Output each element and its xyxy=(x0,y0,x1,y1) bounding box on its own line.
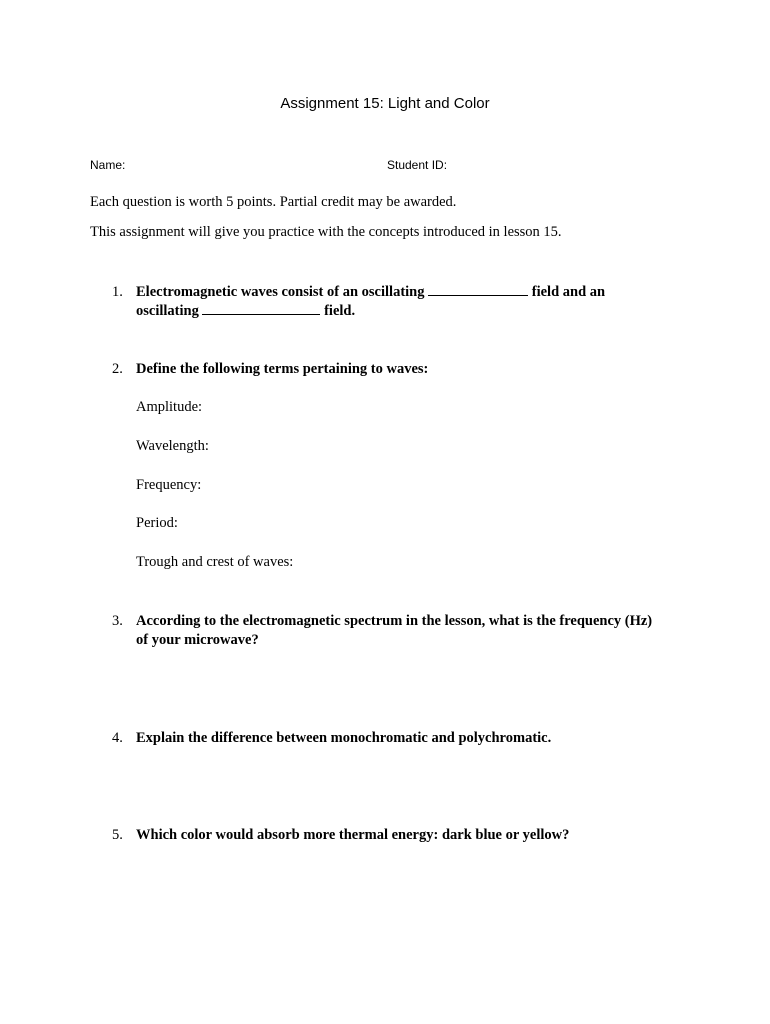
question-text: Explain the difference between monochromatic and polychromatic. xyxy=(136,730,552,746)
term-frequency: Frequency: xyxy=(136,477,202,493)
question-1-part-1: Electromagnetic waves consist of an oscillating xyxy=(136,284,425,300)
term-amplitude: Amplitude: xyxy=(136,399,203,415)
question-number: 4. xyxy=(112,730,123,746)
question-number: 5. xyxy=(112,827,123,843)
question-number: 3. xyxy=(112,613,123,629)
answer-blank-1 xyxy=(428,283,528,296)
question-text xyxy=(136,283,666,321)
intro-lesson-text: This assignment will give you practice with the concepts introduced in lesson 15. xyxy=(90,224,562,240)
question-text: According to the electromagnetic spectrum in the lesson, what is the frequency (Hz) of your microwave? xyxy=(136,613,653,648)
student-id-label: Student ID: xyxy=(387,158,448,172)
answer-blank-2 xyxy=(202,302,320,315)
question-number: 2. xyxy=(112,361,123,377)
question-number: 1. xyxy=(112,284,123,300)
question-1-part-3: field. xyxy=(324,303,356,319)
intro-points-text: Each question is worth 5 points. Partial credit may be awarded. xyxy=(90,194,457,210)
name-label: Name: xyxy=(90,158,126,172)
page-title: Assignment 15: Light and Color xyxy=(280,95,490,112)
question-1-part-2: field and an oscillating xyxy=(136,284,606,319)
term-wavelength: Wavelength: xyxy=(136,438,209,454)
question-text: Which color would absorb more thermal energy: dark blue or yellow? xyxy=(136,827,570,843)
term-trough-crest: Trough and crest of waves: xyxy=(136,554,294,570)
term-period: Period: xyxy=(136,515,178,531)
question-text: Define the following terms pertaining to waves: xyxy=(136,361,429,377)
